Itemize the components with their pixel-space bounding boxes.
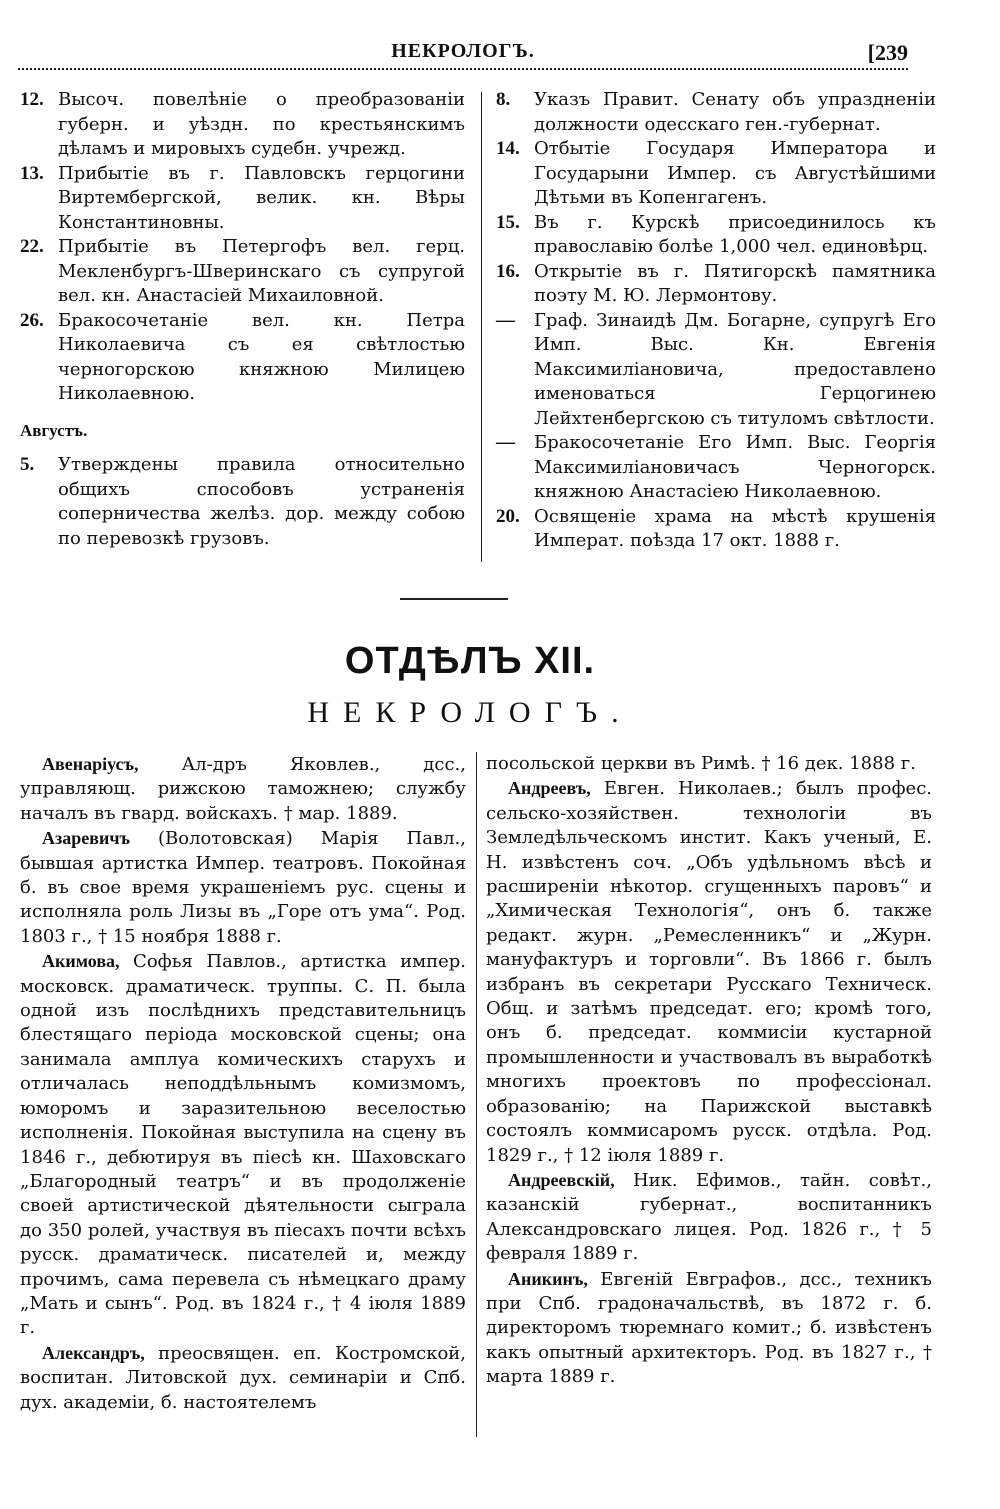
entry-day: 13. [20,162,44,184]
chronicle-section [20,88,936,568]
chronicle-entry [496,505,936,554]
entry-text: Въ г. Курскѣ присоединилось къ православію болѣе 1,000 чел. единовѣрц. [534,211,936,257]
entry-day: — [496,309,515,331]
obituary-text: (Волотовская) Марія Павл., бывшая артистка Импер. театровъ. Покойная б. въ свое время украшеніемъ рус. сцены и исполняла роль Лизы въ „Горе отъ ума“. Род. 1803 г., † 15 ноября 1888 г. [20,828,466,947]
chronicle-entry [496,431,936,505]
entry-day: — [496,432,515,453]
entry-text: Указъ Правит. Сенату объ упраздненіи должности одесскаго ген.-губернат. [534,89,936,135]
entry-text: Отбытіе Государя Императора и Государыни Импер. съ Августѣйшими Дѣтьми въ Копенгагенъ. [534,138,936,208]
obituary-text: Евгеній Евграфов., дсс., техникъ при Спб. градоначальствѣ, въ 1872 г. б. директоромъ тюремнаго комит.; б. извѣстенъ какъ опытный архитекторъ. Род. въ 1827 г., † марта 1889 г. [486,1268,932,1388]
column-divider [476,752,477,1437]
entry-text: Прибытіе въ Петергофъ вел. герц. Мекленбургъ-Шверинскаго съ супругой вел. кн. Анастасіей Михаиловной. [58,236,465,306]
section-title: ОТДѢЛЪ XII. [344,640,596,682]
obituaries-section [20,752,930,1452]
obituary-name: Акимова, [42,951,120,972]
chronicle-entry [496,260,936,309]
entry-text: Прибытіе въ г. Павловскъ герцогини Виртембергской, велик. кн. Вѣры Константиновны. [58,162,465,233]
entry-text: Утверждены правила относительно общихъ способовъ устраненія соперничества желѣз. дор. между собою по перевозкѣ грузовъ. [58,454,465,549]
section-subtitle: НЕКРОЛОГЪ. [307,696,633,729]
chronicle-entry [20,453,465,551]
obituary-entry [486,776,932,1168]
entry-text: Граф. Зинаидѣ Дм. Богарне, супругѣ Его Имп. Выс. Кн. Евгенія Максимиліановича, предоставлено именоваться Герцогинею Лейхтенбергскою съ титуломъ свѣтлости. [534,309,936,429]
chronicle-right-column [496,88,936,554]
running-title: НЕКРОЛОГЪ. [391,40,535,62]
obituary-entry [20,1341,466,1415]
obituaries-right-column [486,752,932,1390]
chronicle-entry [20,309,465,407]
entry-text: Бракосочетаніе Его Имп. Выс. Георгія Максимиліановичасъ Черногорск. княжною Анастасіею Николаевною. [534,432,936,502]
obituary-text: Ник. Ефимов., тайн. совѣт., казанскій губернат., воспитанникъ Александровскаго лицея. Род. 1826 г., † 5 февраля 1889 г. [486,1169,932,1265]
section-rule [400,598,508,600]
page-number: [239 [867,40,908,65]
month-heading: Августъ. [20,420,88,440]
obituary-entry [20,949,466,1341]
entry-day: 8. [496,89,511,110]
chronicle-entry [20,235,465,309]
chronicle-entry [20,88,465,162]
obituary-name: Андреевъ, [508,778,591,799]
obituary-name: Аникинъ, [508,1268,588,1289]
chronicle-entry [20,162,465,236]
chronicle-entry [496,309,936,432]
chronicle-left-column [20,88,465,551]
entry-day: 12. [20,89,44,110]
entry-text: Освященіе храма на мѣстѣ крушенія Императ. поѣзда 17 окт. 1888 г. [534,505,936,551]
obituary-text: преосвящен. еп. Костромской, воспитан. Литовской дух. семинаріи и Спб. дух. академіи, б. настоятелемъ [20,1342,466,1413]
chronicle-entry [496,211,936,260]
entry-day: 26. [20,309,44,331]
obituary-text: Евген. Николаев.; былъ профес. сельско-хозяйствен. технологіи въ Земледѣльческомъ инстит. Какъ ученый, Е. Н. извѣстенъ соч. „Объ удѣльномъ вѣсѣ и расширеніи нѣкотор. сгущенныхъ паровъ“ и „Химическая Технологія“, онъ б. также редакт. журн. „Ремесленникъ“ и „Журн. мануфактуръ и торговли“. Въ 1866 г. былъ избранъ въ секретари Русскаго Техническ. Общ. и затѣмъ председат. его; кромѣ того, онъ б. председат. коммисіи кустарной промышленности и участвовалъ въ выработкѣ многихъ проектовъ по профессіонал. образованію; на Парижской выставкѣ состоялъ коммисаромъ русск. отдѣла. Род. 1829 г., † 12 іюля 1889 г. [486,778,932,1166]
obituary-entry [20,826,466,949]
entry-day: 5. [20,454,35,475]
obituary-entry [486,1267,932,1390]
obituary-continuation: посольской церкви въ Римѣ. † 16 дек. 1888 г. [486,753,916,774]
entry-text: Высоч. повелѣніе о преобразованіи губерн. и уѣздн. по крестьянскимъ дѣламъ и мировыхъ судебн. учрежд. [58,89,465,159]
obituary-text: Ал-дръ Яковлев., дсс., управляющ. рижскою таможнею; службу началъ въ гвард. войскахъ. † мар. 1889. [20,754,466,824]
obituaries-left-column [20,752,466,1415]
obituary-name: Андреевскій, [508,1169,615,1190]
chronicle-entry [496,137,936,211]
entry-text: Открытіе въ г. Пятигорскѣ памятника поэту М. Ю. Лермонтову. [534,260,936,306]
entry-day: 16. [496,260,520,282]
entry-day: 15. [496,211,520,233]
chronicle-entry [496,88,936,137]
obituary-entry [486,1168,932,1267]
column-divider [481,92,482,562]
header-rule [18,68,908,70]
entry-day: 14. [496,138,520,159]
obituary-text: Софья Павлов., артистка импер. московск. драматическ. труппы. С. П. была одной изъ послѣднихъ представительницъ блестящаго періода московской сцены; она занимала амплуа комическихъ старухъ и отличалась неподдѣльнымъ комизмомъ, юморомъ и заразительною веселостью исполненія. Покойная выступила на сцену въ 1846 г., дебютируя въ піесѣ кн. Шаховскаго „Благородный театръ“ и въ продолженіе своей артистической дѣятельности сыграла до 350 ролей, участвуя въ піесахъ почти всѣхъ русск. драматическ. писателей и, между прочимъ, сама перевела съ нѣмецкаго драму „Мать и сынъ“. Род. въ 1824 г., † 4 іюля 1889 г. [20,951,466,1339]
page-header [18,40,908,76]
obituary-name: Авенаріусъ, [42,754,139,774]
obituary-name: Александръ, [42,1342,145,1363]
obituary-entry [20,752,466,826]
obituary-name: Азаревичъ [42,828,130,849]
entry-day: 22. [20,236,44,257]
entry-text: Бракосочетаніе вел. кн. Петра Николаевича съ ея свѣтлостью черногорскою княжною Милицею Николаевною. [58,309,465,404]
entry-day: 20. [496,505,520,527]
